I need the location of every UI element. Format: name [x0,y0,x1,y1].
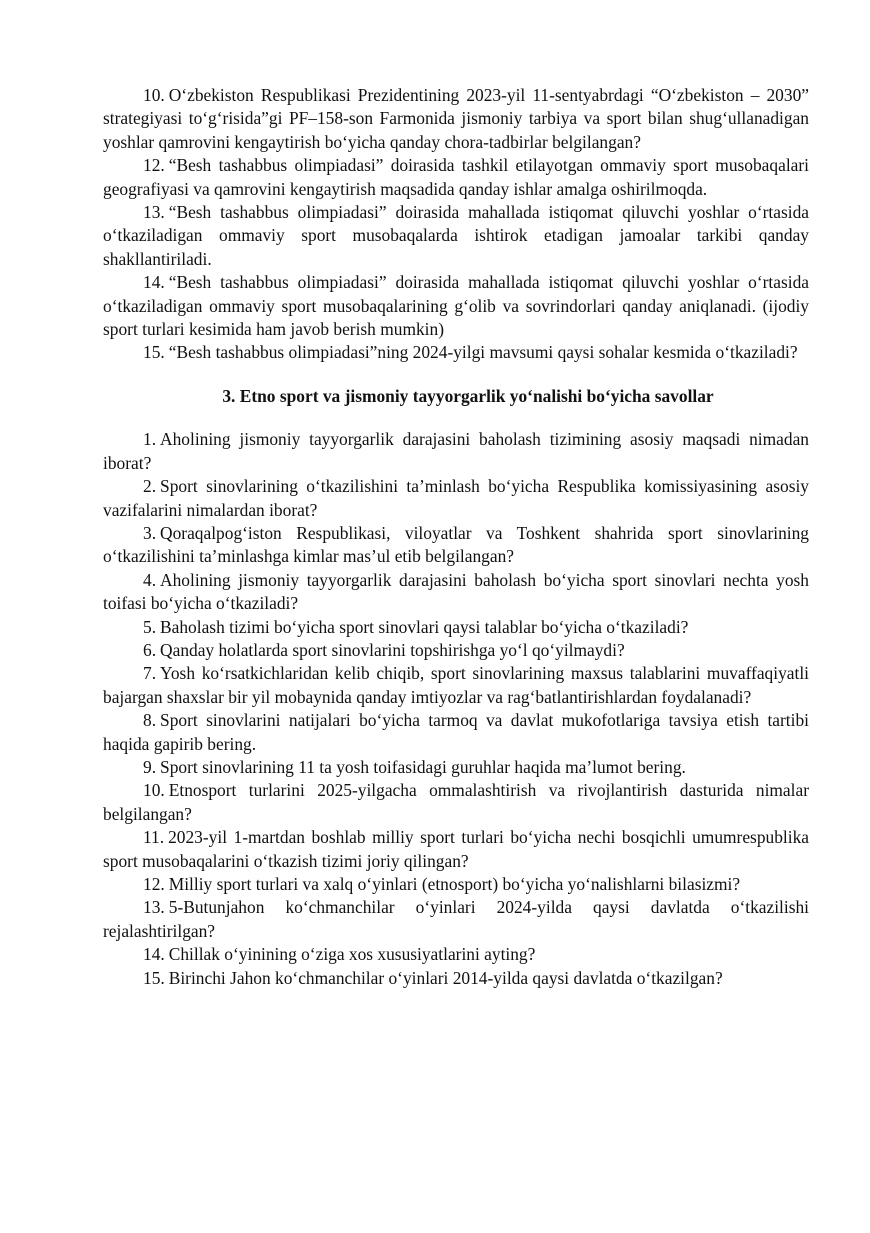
question-number: 1. [143,429,157,450]
question-number: 5. [143,616,157,637]
previous-section-questions [103,84,809,365]
question-number: 13. [143,897,165,918]
question-item [103,662,809,709]
section-heading: 3. Etno sport va jismoniy tayyorgarlik yo‘nalishi bo‘yicha savollar [222,385,714,406]
question-text: Sport sinovlarini natijalari bo‘yicha tarmoq va davlat mukofotlariga tavsiya etish tartibi haqida gapirib bering. [103,710,809,754]
question-text: “Besh tashabbus olimpiadasi” doirasida mahallada istiqomat qiluvchi yoshlar o‘rtasida o‘tkaziladigan ommaviy sport musobaqalarining g‘olib va sovrindorlari qanday aniqlanadi. (ijodiy sport turlari kesimida ham javob berish mumkin) [103,272,809,340]
question-item [103,475,809,522]
question-text: O‘zbekiston Respublikasi Prezidentining 2023-yil 11-sentyabrdagi “O‘zbekiston – 2030” strategiyasi to‘g‘risida”gi PF–158-son Farmonida jismoniy tarbiya va sport bilan shug‘ullanadigan yoshlar qamrovini kengaytirish bo‘yicha qanday chora-tadbirlar belgilangan? [103,85,809,152]
question-text: Sport sinovlarining o‘tkazilishini ta’minlash bo‘yicha Respublika komissiyasining asosiy vazifalarini nimalardan iborat? [103,476,809,520]
question-item [103,154,809,201]
question-text: Yosh ko‘rsatkichlaridan kelib chiqib, sport sinovlarining maxsus talablarini muvaffaqiyatli bajargan shaxslar bir yil mobaynida qanday imtiyozlar va rag‘batlantirishlardan foydalanadi? [103,663,809,707]
question-item [103,428,809,475]
section-3-questions [103,428,809,990]
question-text: Aholining jismoniy tayyorgarlik darajasini baholash tizimining asosiy maqsadi nimadan iborat? [103,429,809,473]
question-item [103,639,809,662]
question-number: 12. [143,874,165,894]
question-item [103,201,809,271]
question-number: 3. [143,522,157,543]
question-number: 2. [143,476,157,497]
question-number: 6. [143,639,157,660]
question-item [103,84,809,154]
question-text: “Besh tashabbus olimpiadasi”ning 2024-yilgi mavsumi qaysi sohalar kesmida o‘tkaziladi? [168,342,798,363]
question-item [103,616,809,639]
question-number: 11. [143,827,165,848]
question-number: 14. [143,944,165,965]
question-item [103,709,809,756]
question-text: Qoraqalpog‘iston Respublikasi, viloyatlar va Toshkent shahrida sport sinovlarining o‘tkazilishini ta’minlashga kimlar mas’ul etib belgilangan? [103,522,809,567]
question-text: Chillak o‘yinining o‘ziga xos xususiyatlarini ayting? [168,944,536,965]
question-number: 12. [143,155,165,176]
question-item [103,522,809,569]
question-number: 10. [143,85,165,105]
question-number: 15. [143,967,165,988]
question-text: Baholash tizimi bo‘yicha sport sinovlari qaysi talablar bo‘yicha o‘tkaziladi? [160,616,689,637]
question-text: Aholining jismoniy tayyorgarlik darajasini baholash bo‘yicha sport sinovlari nechta yosh toifasi bo‘yicha o‘tkaziladi? [103,569,809,614]
question-number: 8. [143,710,157,731]
question-text: Etnosport turlarini 2025-yilgacha ommalashtirish va rivojlantirish dasturida nimalar belgilangan? [103,780,809,824]
question-text: 2023-yil 1-martdan boshlab milliy sport turlari bo‘yicha nechi bosqichli umumrespublika sport musobaqalarini o‘tkazish tizimi joriy qilingan? [103,827,809,871]
question-number: 4. [143,569,157,590]
question-item [103,943,809,966]
question-item [103,341,809,364]
question-item [103,271,809,341]
question-text: Milliy sport turlari va xalq o‘yinlari (etnosport) bo‘yicha yo‘nalishlarni bilasizmi? [168,874,741,894]
question-item [103,826,809,873]
question-text: Sport sinovlarining 11 ta yosh toifasidagi guruhlar haqida ma’lumot bering. [160,756,686,777]
question-text: “Besh tashabbus olimpiadasi” doirasida mahallada istiqomat qiluvchi yoshlar o‘rtasida o‘tkaziladigan ommaviy sport musobaqalarda ishtirok etadigan jamoalar tarkibi qanday shakllantiriladi. [103,202,809,269]
question-number: 14. [143,272,165,293]
question-number: 13. [143,202,165,223]
question-text: “Besh tashabbus olimpiadasi” doirasida tashkil etilayotgan ommaviy sport musobaqalari geografiyasi va qamrovini kengaytirish maqsadida qanday ishlar amalga oshirilmoqda. [103,155,809,199]
question-item [103,896,809,943]
question-item [103,967,809,990]
question-text: Qanday holatlarda sport sinovlarini topshirishga yo‘l qo‘yilmaydi? [160,639,625,660]
question-item [103,569,809,616]
question-number: 9. [143,756,157,777]
question-item [103,779,809,826]
question-item [103,756,809,779]
question-text: 5-Butunjahon ko‘chmanchilar o‘yinlari 2024-yilda qaysi davlatda o‘tkazilishi rejalashtirilgan? [103,897,809,941]
question-number: 10. [143,780,165,801]
question-text: Birinchi Jahon ko‘chmanchilar o‘yinlari 2014-yilda qaysi davlatda o‘tkazilgan? [168,967,723,988]
question-number: 15. [143,342,165,363]
question-item [103,873,809,896]
question-number: 7. [143,663,157,684]
document-page [103,84,809,990]
